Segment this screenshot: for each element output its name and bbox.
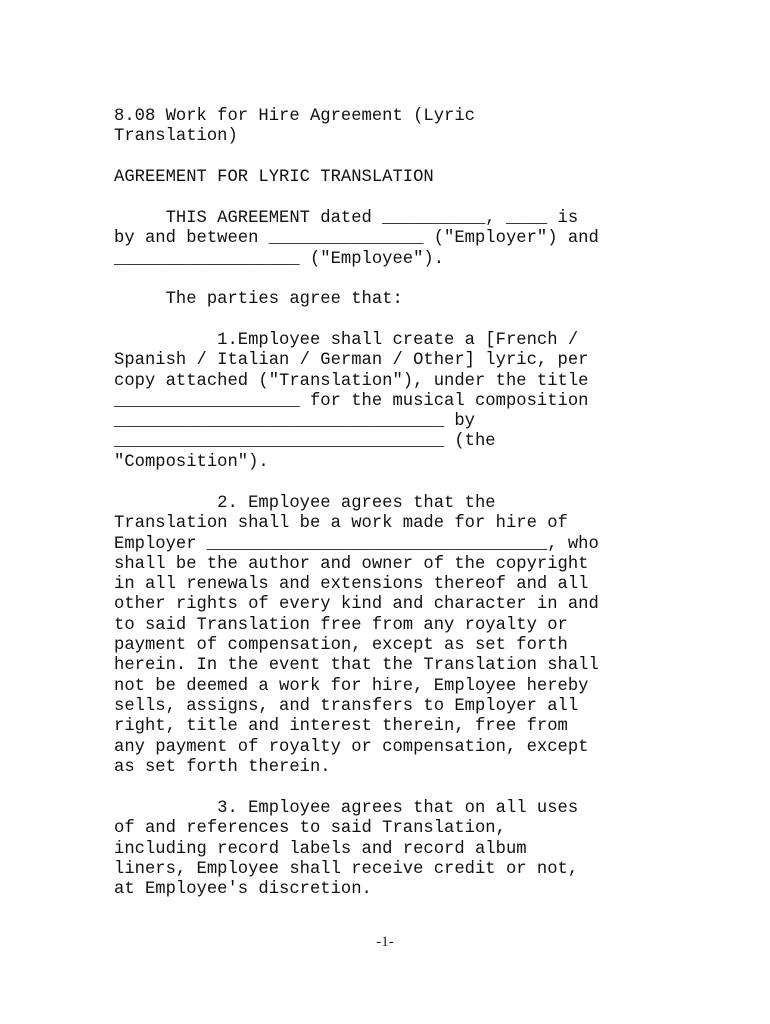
clause-3-paragraph: 3. Employee agrees that on all uses of and references to said Translation, including record labels and record album liners, Employee shall receive credit or not, at Employee's discretion.	[114, 799, 579, 900]
page-number: -1-	[376, 934, 394, 950]
intro-paragraph: THIS AGREEMENT dated __________, ____ is by and between _______________ ("Employer") and __________________ ("Employee").	[114, 209, 599, 269]
document-title: 8.08 Work for Hire Agreement (Lyric Translation)	[114, 107, 475, 147]
agreement-heading: AGREEMENT FOR LYRIC TRANSLATION	[114, 168, 434, 187]
clause-1-paragraph: 1.Employee shall create a [French / Spanish / Italian / German / Other] lyric, per copy attached ("Translation"), under the title __________________ for the musical composition ________________________________ by ________________________________ (the "Composition").	[114, 331, 589, 472]
clause-2-paragraph: 2. Employee agrees that the Translation shall be a work made for hire of Employer _________________________________, who shall be the author and owner of the copyright in all renewals and extensions thereof and all other rights of every kind and character in and to said Translation free from any royalty or payment of compensation, except as set forth herein. In the event that the Translation shall not be deemed a work for hire, Employee hereby sells, assigns, and transfers to Employer all right, title and interest therein, free from any payment of royalty or compensation, except as set forth therein.	[114, 494, 599, 777]
parties-agree-paragraph: The parties agree that:	[114, 290, 403, 309]
